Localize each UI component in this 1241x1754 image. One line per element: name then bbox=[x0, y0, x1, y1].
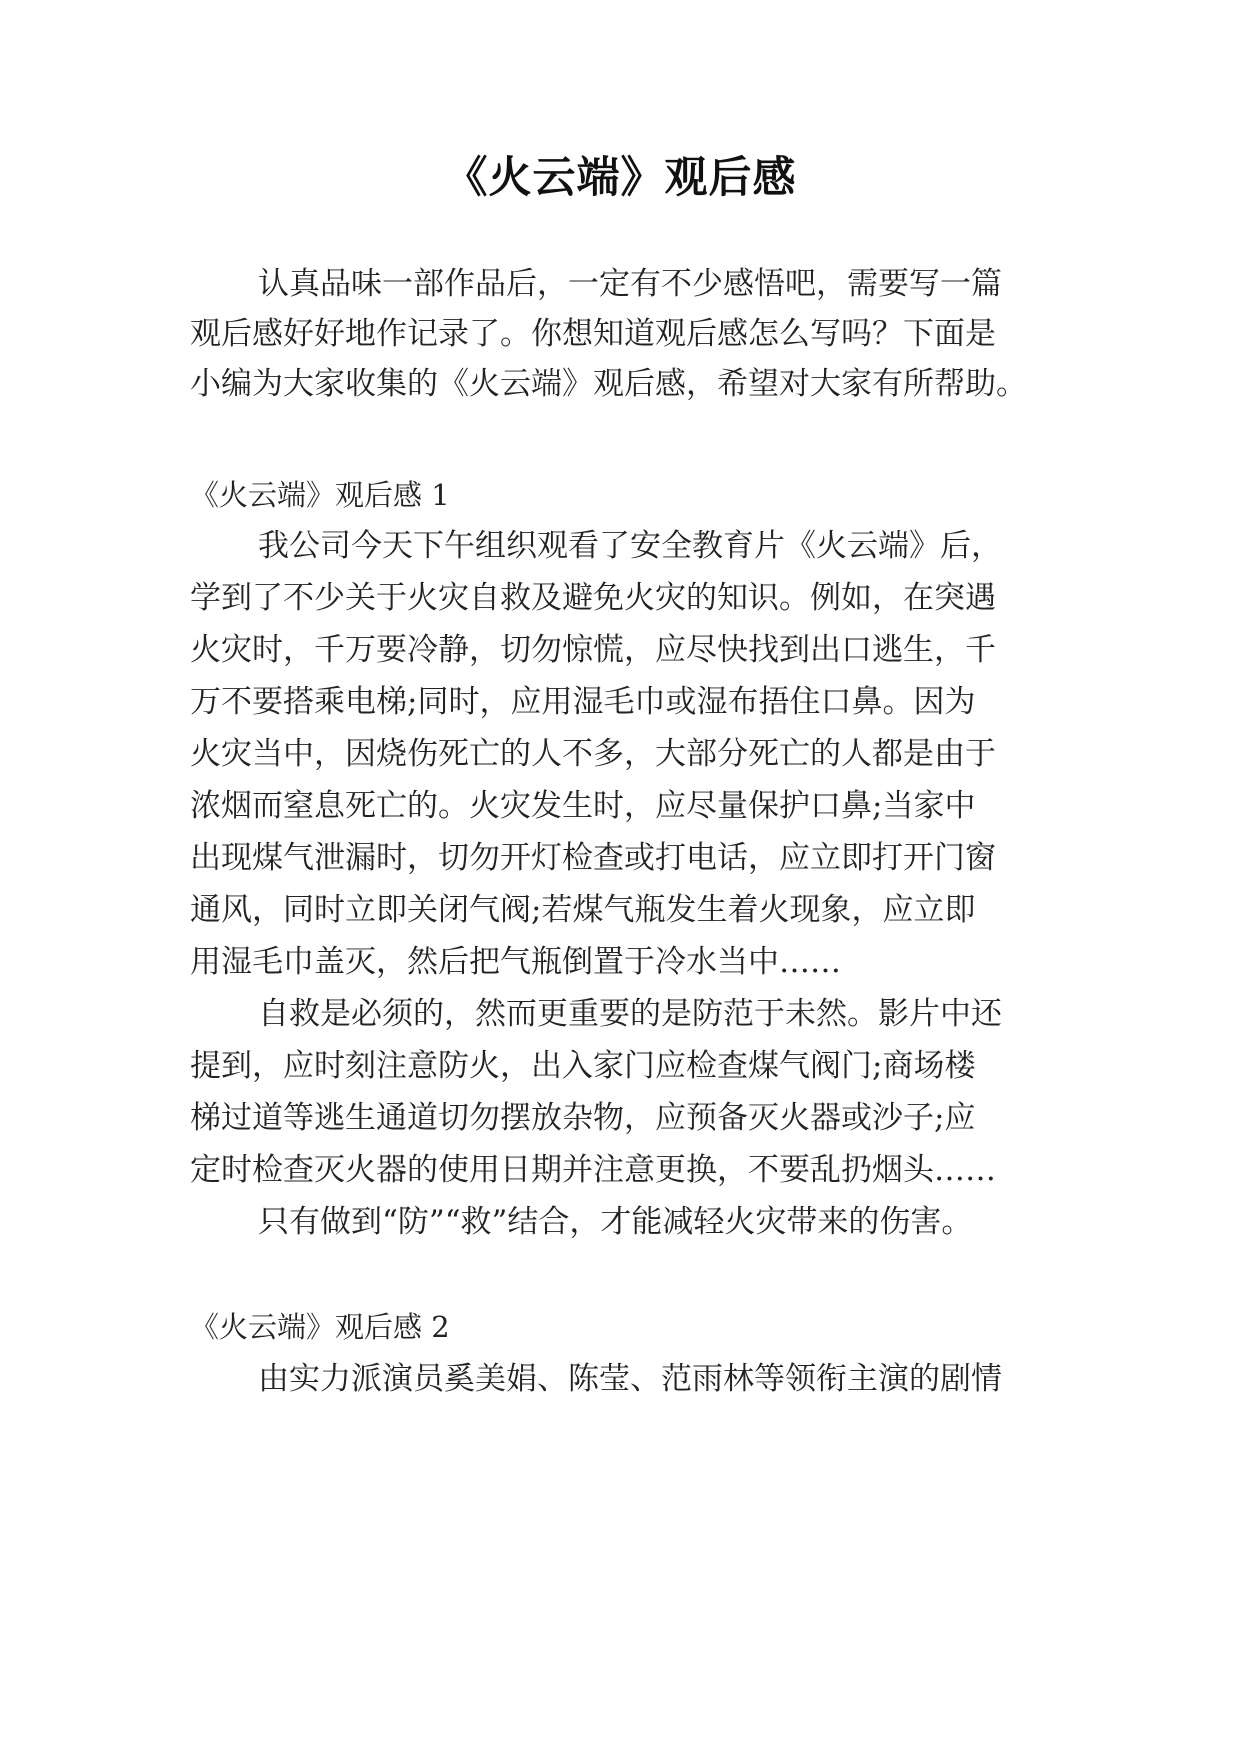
section1-para2-line: 自救是必须的，然而更重要的是防范于未然。影片中还 bbox=[258, 996, 1002, 1032]
section1-para1-line: 出现煤气泄漏时，切勿开灯检查或打电话，应立即打开门窗 bbox=[190, 840, 996, 876]
section1-para1-line: 学到了不少关于火灾自救及避免火灾的知识。例如，在突遇 bbox=[190, 580, 996, 616]
section-heading-2: 《火云端》观后感 2 bbox=[190, 1310, 450, 1344]
section1-para2-line: 提到，应时刻注意防火，出入家门应检查煤气阀门;商场楼 bbox=[190, 1048, 976, 1084]
intro-line: 小编为大家收集的《火云端》观后感，希望对大家有所帮助。 bbox=[190, 366, 1027, 402]
section1-para1-line: 浓烟而窒息死亡的。火灾发生时，应尽量保护口鼻;当家中 bbox=[190, 788, 976, 824]
section1-para2-line: 梯过道等逃生通道切勿摆放杂物，应预备灭火器或沙子;应 bbox=[190, 1100, 976, 1136]
section1-para1-line: 我公司今天下午组织观看了安全教育片《火云端》后， bbox=[258, 528, 1002, 564]
section1-para1-line: 万不要搭乘电梯;同时，应用湿毛巾或湿布捂住口鼻。因为 bbox=[190, 684, 976, 720]
section1-para1-line: 火灾当中，因烧伤死亡的人不多，大部分死亡的人都是由于 bbox=[190, 736, 996, 772]
section1-para1-line: 通风，同时立即关闭气阀;若煤气瓶发生着火现象，应立即 bbox=[190, 892, 976, 928]
section1-para1-line: 火灾时，千万要冷静，切勿惊慌，应尽快找到出口逃生，千 bbox=[190, 632, 996, 668]
section1-para3-line: 只有做到“防”“救”结合，才能减轻火灾带来的伤害。 bbox=[258, 1204, 973, 1240]
section2-para1-line: 由实力派演员奚美娟、陈莹、范雨林等领衔主演的剧情 bbox=[258, 1361, 1002, 1397]
section1-para1-line: 用湿毛巾盖灭，然后把气瓶倒置于冷水当中…… bbox=[190, 944, 841, 980]
document-title: 《火云端》观后感 bbox=[444, 153, 797, 203]
section1-para2-line: 定时检查灭火器的使用日期并注意更换，不要乱扔烟头…… bbox=[190, 1152, 996, 1188]
intro-line: 认真品味一部作品后，一定有不少感悟吧，需要写一篇 bbox=[258, 266, 1002, 302]
intro-line: 观后感好好地作记录了。你想知道观后感怎么写吗？下面是 bbox=[190, 316, 996, 352]
section-heading-1: 《火云端》观后感 1 bbox=[190, 478, 450, 512]
